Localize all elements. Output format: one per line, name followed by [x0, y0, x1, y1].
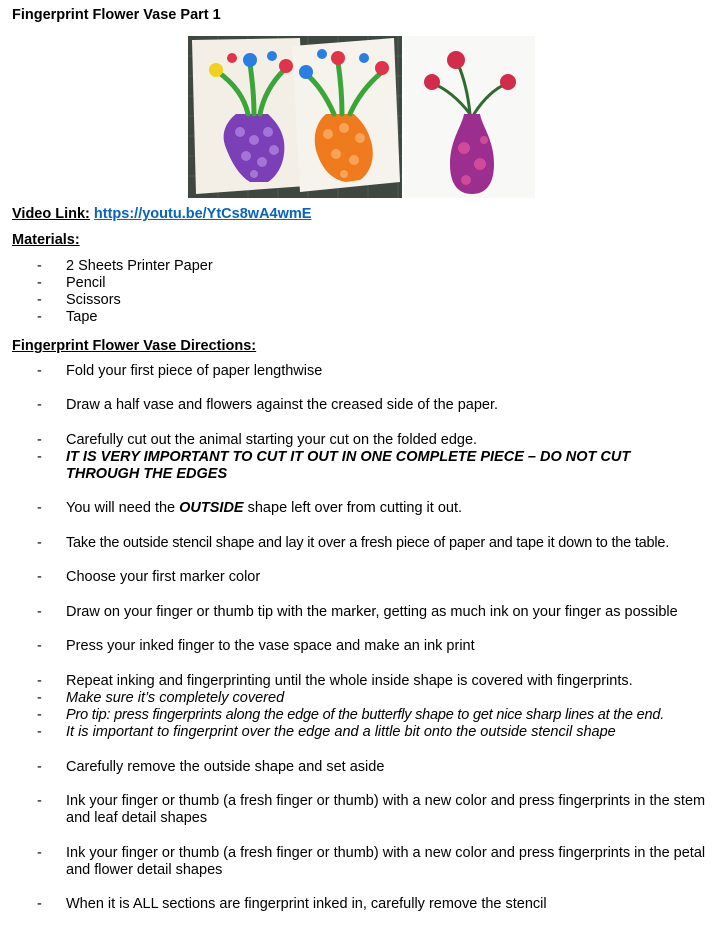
emphasis-outside: OUTSIDE	[179, 500, 244, 516]
page-title: Fingerprint Flower Vase Part 1	[12, 7, 221, 23]
example-photos	[188, 36, 535, 198]
fingerprint-vase-photos	[188, 36, 535, 198]
directions-heading: Fingerprint Flower Vase Directions:	[12, 338, 257, 354]
video-link-label: Video Link:	[12, 206, 90, 222]
video-link[interactable]: https://youtu.be/YtCs8wA4wmE	[93, 206, 312, 222]
materials-heading: Materials:	[12, 232, 80, 248]
video-link-line	[12, 206, 311, 222]
